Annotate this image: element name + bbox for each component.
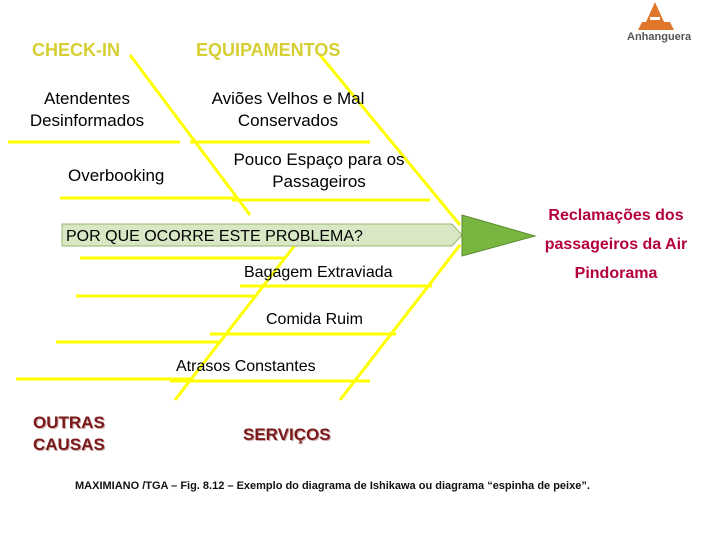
logo-icon xyxy=(638,2,674,30)
problem-statement: Reclamações dos passageiros da Air Pindorama xyxy=(544,207,688,282)
category-checkin: CHECK-IN xyxy=(32,40,120,60)
cause-bagagem: Bagagem Extraviada xyxy=(244,264,393,281)
category-servicos: SERVIÇOS xyxy=(243,425,331,444)
spine-head xyxy=(462,215,535,256)
cause-atendentes: Atendentes Desinformados xyxy=(29,89,145,130)
cause-atrasos: Atrasos Constantes xyxy=(176,358,316,375)
category-equipamentos: EQUIPAMENTOS xyxy=(196,40,341,60)
logo-text: Anhanguera xyxy=(627,31,692,43)
cause-avioes: Aviões Velhos e Mal Conservados xyxy=(211,89,365,130)
spine-label: POR QUE OCORRE ESTE PROBLEMA? xyxy=(66,228,363,245)
figure-caption: MAXIMIANO /TGA – Fig. 8.12 – Exemplo do diagrama de Ishikawa ou diagrama “espinha de peixe”. xyxy=(75,480,590,492)
cause-espaco: Pouco Espaço para os Passageiros xyxy=(233,150,405,191)
category-outras-causas: OUTRAS CAUSAS xyxy=(33,413,105,454)
cause-comida: Comida Ruim xyxy=(266,311,363,328)
cause-overbooking: Overbooking xyxy=(68,166,165,185)
